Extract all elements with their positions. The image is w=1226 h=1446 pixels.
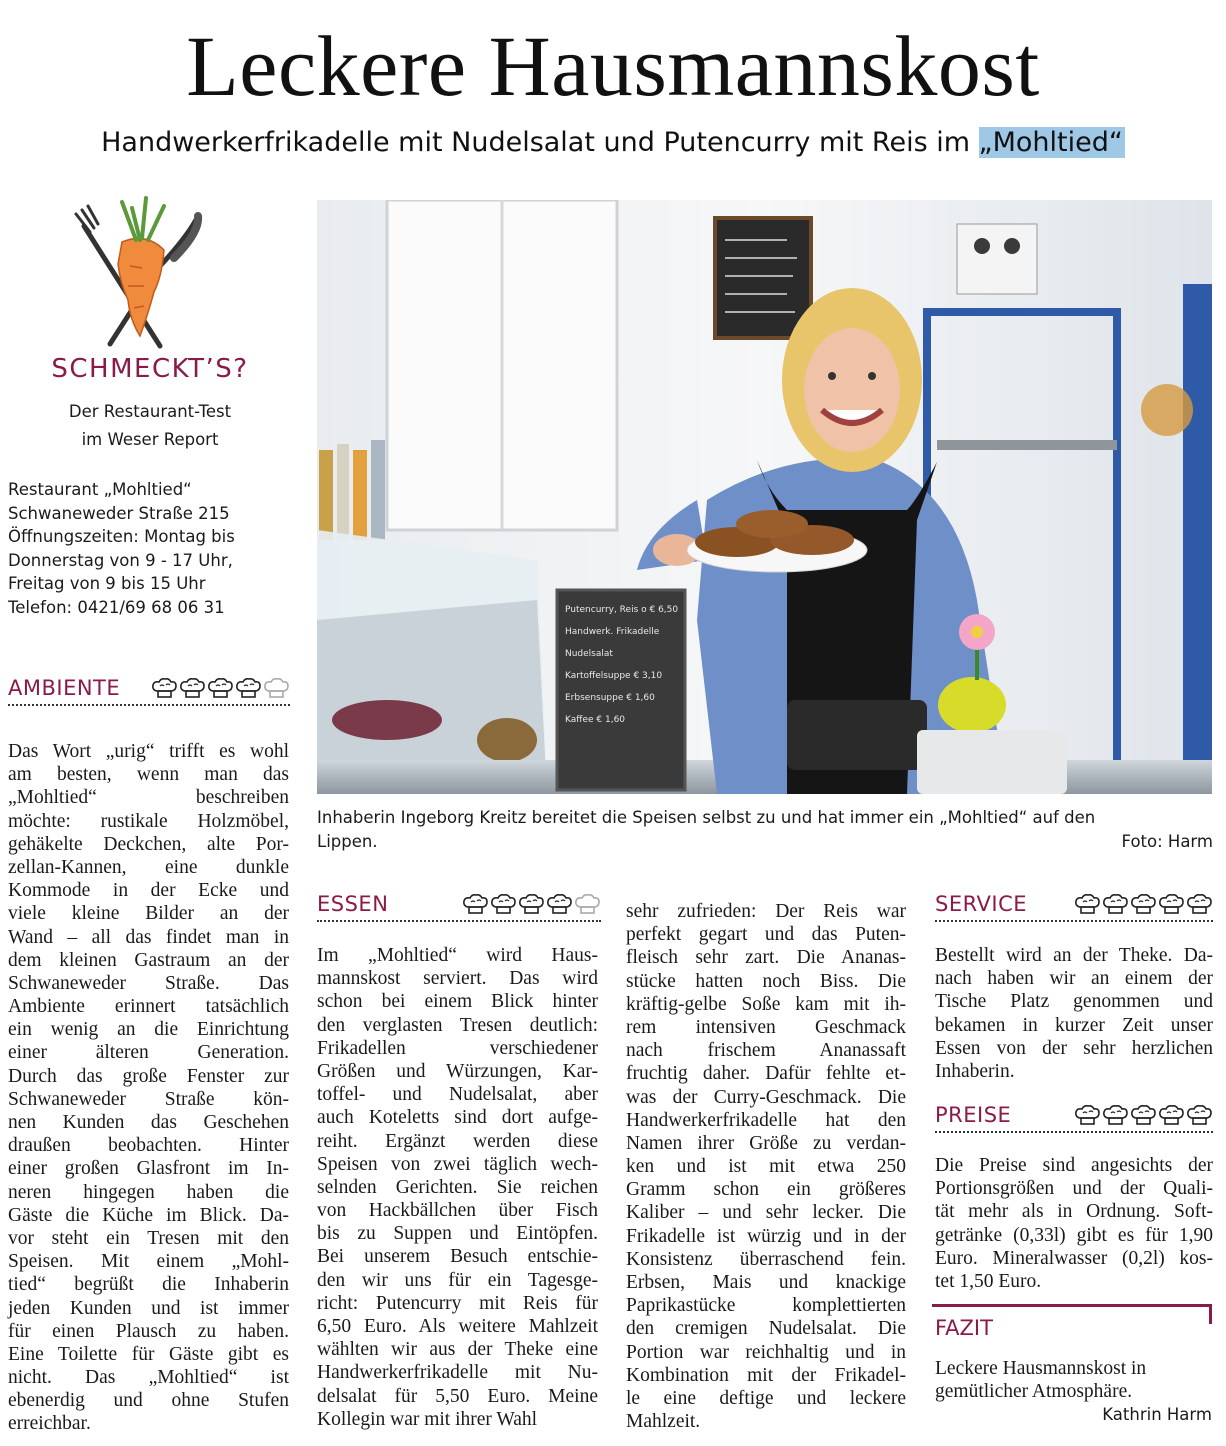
chef-hat-icon xyxy=(1074,894,1101,916)
menu-board-line: Erbsensuppe € 1,60 xyxy=(565,693,655,703)
text-line: von Hackbällchen über Fisch xyxy=(317,1200,598,1222)
info-name: Restaurant „Mohltied“ xyxy=(8,480,192,499)
info-phone: Telefon: 0421/69 68 06 31 xyxy=(8,597,225,617)
text-line: nen Kunden das Geschehen xyxy=(8,1112,289,1133)
info-hours: Öffnungszeiten: Montag bis xyxy=(8,527,235,547)
text-line: Gäste die Küche im Blick. Da- xyxy=(8,1204,289,1226)
service-text xyxy=(935,944,1213,1083)
article-photo xyxy=(317,200,1212,794)
caption-line: Lippen. xyxy=(317,832,378,851)
menu-board-line: Nudelsalat xyxy=(565,649,613,659)
text-line: Euro. Mineralwasser (0,2l) kos- xyxy=(935,1247,1213,1269)
info-hours: Donnerstag von 9 - 17 Uhr, xyxy=(8,550,233,570)
text-line: ein wenig an die Einrichtung xyxy=(8,1019,289,1041)
carrot-icon xyxy=(118,198,164,336)
text-line: Portion war reichhaltig und in xyxy=(626,1341,906,1363)
text-line: neren hingegen haben die xyxy=(8,1181,289,1203)
section-title: PREISE xyxy=(935,1103,1012,1127)
text-line: draußen beobachten. Hinter xyxy=(8,1135,289,1157)
fazit-line: Leckere Hausmannskost in xyxy=(935,1358,1147,1379)
text-line: Speisen von zwei täglich wech- xyxy=(317,1153,598,1175)
fazit-rule xyxy=(932,1304,1212,1307)
text-line: am besten, wenn man das xyxy=(8,764,289,786)
text-line: den verglasten Tresen deutlich: xyxy=(317,1014,598,1036)
chef-hat-icon xyxy=(151,678,178,700)
chef-hat-icon xyxy=(235,678,262,700)
logo-subtitle-line: Der Restaurant-Test xyxy=(68,402,232,421)
text-line: Kollegin war mit ihrer Wahl xyxy=(317,1408,538,1430)
text-line: Im „Mohltied“ wird Haus- xyxy=(317,945,598,966)
text-line: den wir uns für ein Tagesge- xyxy=(317,1269,598,1291)
text-line: einer älteren Generation. xyxy=(8,1042,289,1064)
text-line: Durch das große Fenster zur xyxy=(8,1065,289,1087)
text-line: Tische Platz genommen und xyxy=(935,991,1213,1013)
text-line: zellan-Kannen, eine dunkle xyxy=(8,856,289,878)
text-line: wählten wir aus der Theke eine xyxy=(317,1339,598,1361)
subheadline-text: Handwerkerfrikadelle mit Nudelsalat und Putencurry mit Reis im xyxy=(101,127,979,158)
text-line: gehäkelte Deckchen, alte Por- xyxy=(8,833,289,855)
text-line: Frikadelle ist würzig und in der xyxy=(626,1225,906,1247)
logo-subtitle xyxy=(0,398,300,454)
text-line: nicht. Das „Mohltied“ ist xyxy=(8,1367,289,1389)
text-line: Namen ihrer Größe zu verdan- xyxy=(626,1132,906,1154)
text-line: den cremigen Nudelsalat. Die xyxy=(626,1318,906,1340)
section-title: ESSEN xyxy=(317,892,389,916)
text-line: tied“ begrüßt die Inhaberin xyxy=(8,1274,289,1296)
text-line: getränke (0,33l) gibt es für 1,90 xyxy=(935,1224,1213,1246)
chef-hat-icon xyxy=(1102,894,1129,916)
fazit-text xyxy=(935,1357,1213,1403)
chef-hat-icon xyxy=(1130,1105,1157,1127)
text-line: Kombination mit der Frikadel- xyxy=(626,1364,906,1386)
section-header-service xyxy=(935,892,1213,922)
text-line: viele kleine Bilder an der xyxy=(8,903,289,925)
text-line: Handwerkerfrikadelle mit Nu- xyxy=(317,1362,598,1384)
chef-hat-icon xyxy=(574,894,601,916)
text-line: Wand – all das findet man in xyxy=(8,926,289,948)
rating xyxy=(1074,894,1213,916)
text-line: selnden Gerichten. Sie reichen xyxy=(317,1176,598,1198)
text-line: tät mehr als in Ordnung. Soft- xyxy=(935,1201,1213,1223)
ambiente-text xyxy=(8,740,289,1436)
text-line: tet 1,50 Euro. xyxy=(935,1270,1042,1292)
section-header-ambiente xyxy=(8,676,290,706)
section-title: SERVICE xyxy=(935,892,1028,916)
menu-board-line: Putencurry, Reis o € 6,50 xyxy=(565,605,679,615)
text-line: le eine deftige und leckere xyxy=(626,1387,906,1409)
text-line: was der Curry-Geschmack. Die xyxy=(626,1086,906,1108)
subheadline-highlight: „Mohltied“ xyxy=(978,127,1123,158)
menu-board xyxy=(557,590,685,790)
text-line: mannskost serviert. Das wird xyxy=(317,968,598,990)
photo-illustration xyxy=(317,200,1212,794)
chef-hat-icon xyxy=(546,894,573,916)
text-line: Größen und Würzungen, Kar- xyxy=(317,1060,598,1082)
text-line: dem kleinen Gastraum an der xyxy=(8,949,289,971)
text-line: Erbsen, Mais und knackige xyxy=(626,1272,906,1293)
preise-text xyxy=(935,1154,1213,1293)
menu-board-line: Handwerk. Frikadelle xyxy=(565,627,660,637)
info-hours: Freitag von 9 bis 15 Uhr xyxy=(8,574,206,594)
text-line: fruchtig daher. Dafür fehlte et- xyxy=(626,1063,906,1085)
text-line: rem intensiven Geschmack xyxy=(626,1016,906,1038)
rating xyxy=(1074,1105,1213,1127)
menu-board-line: Kartoffelsuppe € 3,10 xyxy=(565,671,663,681)
chef-hat-icon xyxy=(518,894,545,916)
section-header-essen xyxy=(317,892,601,922)
photo-caption xyxy=(317,806,1213,854)
text-line: Mahlzeit. xyxy=(626,1411,701,1433)
essen-text xyxy=(317,944,598,1431)
text-line: fleisch sehr zart. Die Ananas- xyxy=(626,947,906,969)
text-line: möchte: rustikale Holzmöbel, xyxy=(8,810,289,832)
text-line: bis zu Suppen und Eintöpfen. xyxy=(317,1223,598,1245)
fazit-title: FAZIT xyxy=(935,1316,993,1340)
chef-hat-icon xyxy=(490,894,517,916)
menu-board-line: Kaffee € 1,60 xyxy=(565,715,626,725)
text-line: sehr zufrieden: Der Reis war xyxy=(626,901,906,922)
text-line: bekamen in kurzer Zeit unser xyxy=(935,1014,1213,1036)
text-line: richt: Putencurry mit Reis für xyxy=(317,1292,598,1314)
section-header-preise xyxy=(935,1103,1213,1133)
text-line: Bei unserem Besuch entschie- xyxy=(317,1246,598,1268)
photo-credit: Foto: Harm xyxy=(1121,832,1213,851)
fazit-line: gemütlicher Atmosphäre. xyxy=(935,1381,1133,1403)
text-line: Bestellt wird an der Theke. Da- xyxy=(935,945,1213,966)
chef-hat-icon xyxy=(462,894,489,916)
logo-subtitle-line: im Weser Report xyxy=(81,430,219,449)
text-line: Schwaneweder Straße kön- xyxy=(8,1088,289,1110)
text-line: Handwerkerfrikadelle hat den xyxy=(626,1109,906,1131)
chef-hat-icon xyxy=(1158,1105,1185,1127)
rating xyxy=(462,894,601,916)
chef-hat-icon xyxy=(263,678,290,700)
chef-hat-icon xyxy=(1186,894,1213,916)
text-line: Das Wort „urig“ trifft es wohl xyxy=(8,741,289,762)
text-line: Schwaneweder Straße. Das xyxy=(8,972,289,994)
section-title: AMBIENTE xyxy=(8,676,121,700)
text-line: ken und ist mit etwa 250 xyxy=(626,1156,906,1178)
text-line: jeden Kunden und ist immer xyxy=(8,1297,289,1319)
text-line: stücke hatten noch Biss. Die xyxy=(626,970,906,992)
text-line: Essen von der sehr herzlichen xyxy=(935,1037,1213,1059)
chef-hat-icon xyxy=(207,678,234,700)
text-line: Paprikastücke komplettierten xyxy=(626,1295,906,1317)
text-line: delsalat für 5,50 Euro. Meine xyxy=(317,1385,598,1407)
rating xyxy=(151,678,290,700)
chef-hat-icon xyxy=(1158,894,1185,916)
text-line: Ambiente erinnert tatsächlich xyxy=(8,996,289,1018)
schmeckts-logo xyxy=(70,196,210,356)
text-line: kräftig-gelbe Soße kam mit ih- xyxy=(626,993,906,1015)
text-line: nach frischem Ananassaft xyxy=(626,1040,906,1062)
logo-title: SCHMECKT’S? xyxy=(51,354,249,384)
subheadline xyxy=(0,120,1226,166)
text-line: ebenerdig und ohne Stufen xyxy=(8,1390,289,1412)
author: Kathrin Harm xyxy=(1102,1405,1212,1424)
text-line: vor steht ein Tresen mit den xyxy=(8,1227,289,1249)
text-line: perfekt gegart und das Puten- xyxy=(626,924,906,946)
text-line: toffel- und Nudelsalat, aber xyxy=(317,1084,598,1106)
text-line: Kaliber – und sehr lecker. Die xyxy=(626,1202,906,1224)
text-line: „Mohltied“ beschreiben xyxy=(8,787,289,809)
chef-hat-icon xyxy=(1186,1105,1213,1127)
text-line: Gramm schon ein größeres xyxy=(626,1179,906,1201)
text-line: auch Koteletts sind dort aufge- xyxy=(317,1107,598,1129)
text-line: Inhaberin. xyxy=(935,1060,1015,1082)
text-line: Konsistenz überraschend fein. xyxy=(626,1248,906,1270)
essen-text-continued xyxy=(626,900,906,1433)
headline: Leckere Hausmannskost xyxy=(186,18,1040,114)
text-line: Eine Toilette für Gäste gibt es xyxy=(8,1343,289,1365)
text-line: Speisen. Mit einem „Mohl- xyxy=(8,1251,289,1273)
text-line: nach haben wir an einem der xyxy=(935,968,1213,990)
text-line: erreichbar. xyxy=(8,1413,91,1435)
chef-hat-icon xyxy=(1130,894,1157,916)
chef-hat-icon xyxy=(179,678,206,700)
text-line: 6,50 Euro. Als weitere Mahlzeit xyxy=(317,1316,598,1337)
info-address: Schwaneweder Straße 215 xyxy=(8,503,230,523)
text-line: Frikadellen verschiedener xyxy=(317,1037,598,1059)
text-line: schon bei einem Blick hinter xyxy=(317,991,598,1013)
caption-line: Inhaberin Ingeborg Kreitz bereitet die Speisen selbst zu und hat immer ein „Mohltied“ auf den xyxy=(317,808,1096,827)
text-line: reiht. Ergänzt werden diese xyxy=(317,1130,598,1152)
chef-hat-icon xyxy=(1102,1105,1129,1127)
text-line: einer großen Glasfront im In- xyxy=(8,1158,289,1180)
text-line: Kommode in der Ecke und xyxy=(8,880,289,902)
restaurant-info xyxy=(8,478,298,620)
text-line: Portionsgrößen und der Quali- xyxy=(935,1178,1213,1200)
text-line: für einen Plausch zu haben. xyxy=(8,1320,289,1342)
text-line: Die Preise sind angesichts der xyxy=(935,1155,1213,1176)
chef-hat-icon xyxy=(1074,1105,1101,1127)
